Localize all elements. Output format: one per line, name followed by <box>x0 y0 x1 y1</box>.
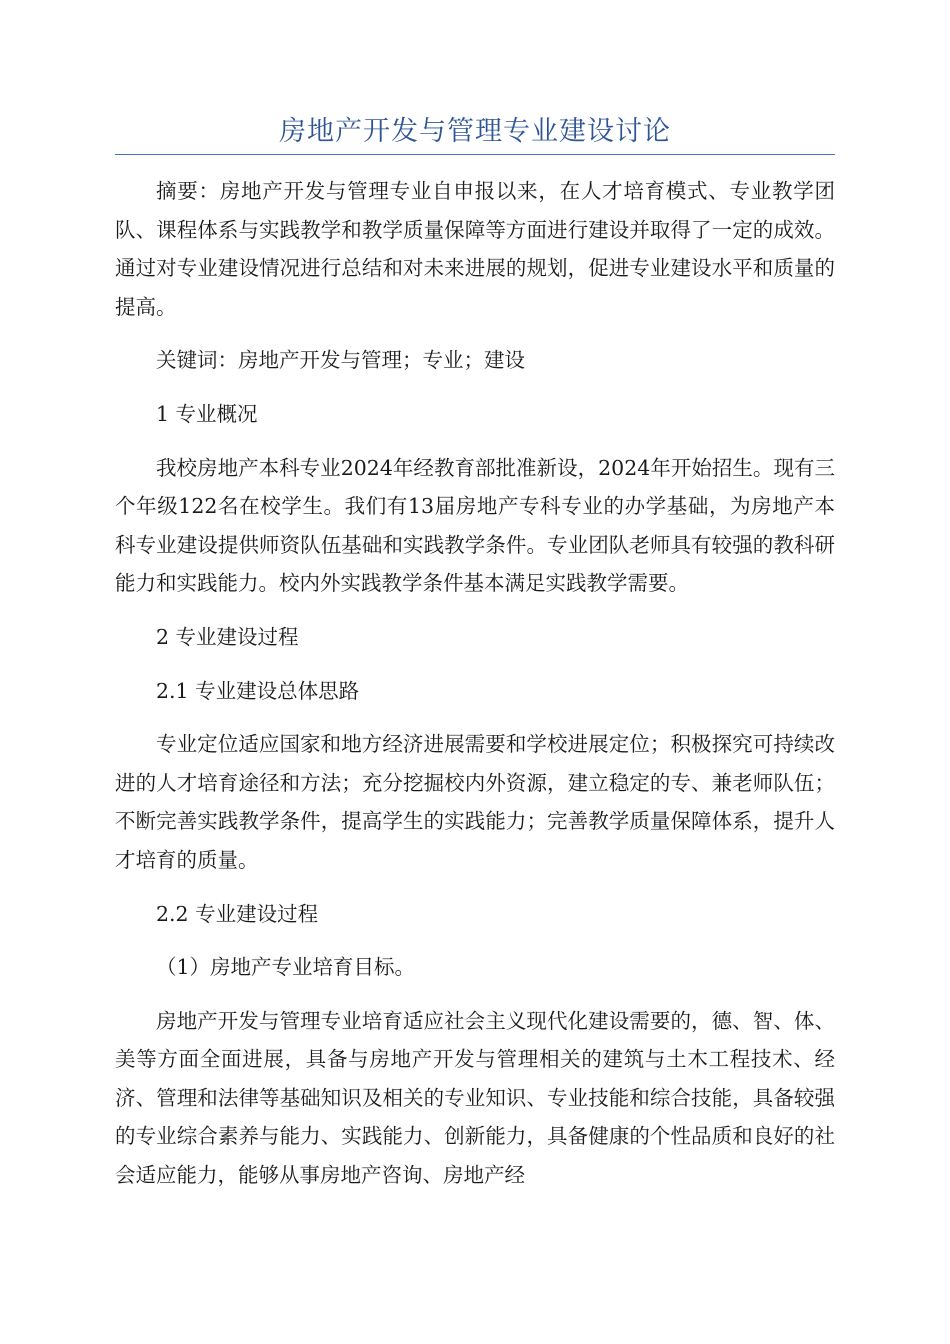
abstract-paragraph: 摘要：房地产开发与管理专业自申报以来，在人才培育模式、专业教学团队、课程体系与实践教学和教学质量保障等方面进行建设并取得了一定的成效。通过对专业建设情况进行总结和对未来进展的规划，促进专业建设水平和质量的提高。 <box>115 179 835 319</box>
section-1-paragraph: 我校房地产本科专业2024年经教育部批准新设，2024年开始招生。现有三个年级122名在校学生。我们有13届房地产专科专业的办学基础，为房地产本科专业建设提供师资队伍基础和实践教学条件。专业团队老师具有较强的教科研能力和实践能力。校内外实践教学条件基本满足实践教学需要。 <box>115 455 835 596</box>
keywords-line: 关键词：房地产开发与管理；专业；建设 <box>156 348 525 373</box>
document-title: 房地产开发与管理专业建设讨论 <box>279 116 671 147</box>
document-body <box>115 172 835 1210</box>
section-2-1-heading: 2.1 专业建设总体思路 <box>156 678 360 703</box>
section-1-heading: 1 专业概况 <box>156 401 258 426</box>
section-2-2-heading: 2.2 专业建设过程 <box>156 901 319 926</box>
title-underline <box>115 154 835 155</box>
section-2-heading: 2 专业建设过程 <box>156 624 299 649</box>
section-2-1-paragraph: 专业定位适应国家和地方经济进展需要和学校进展定位；积极探究可持续改进的人才培育途径和方法；充分挖掘校内外资源，建立稳定的专、兼老师队伍；不断完善实践教学条件，提高学生的实践能力；完善教学质量保障体系，提升人才培育的质量。 <box>115 732 835 872</box>
section-2-2-paragraph: 房地产开发与管理专业培育适应社会主义现代化建设需要的，德、智、体、美等方面全面进展，具备与房地产开发与管理相关的建筑与土木工程技术、经济、管理和法律等基础知识及相关的专业知识、专业技能和综合技能，具备较强的专业综合素养与能力、实践能力、创新能力，具备健康的个性品质和良好的社会适应能力，能够从事房地产咨询、房地产经 <box>115 1008 835 1188</box>
section-2-2-subheading-1: （1）房地产专业培育目标。 <box>156 955 416 980</box>
